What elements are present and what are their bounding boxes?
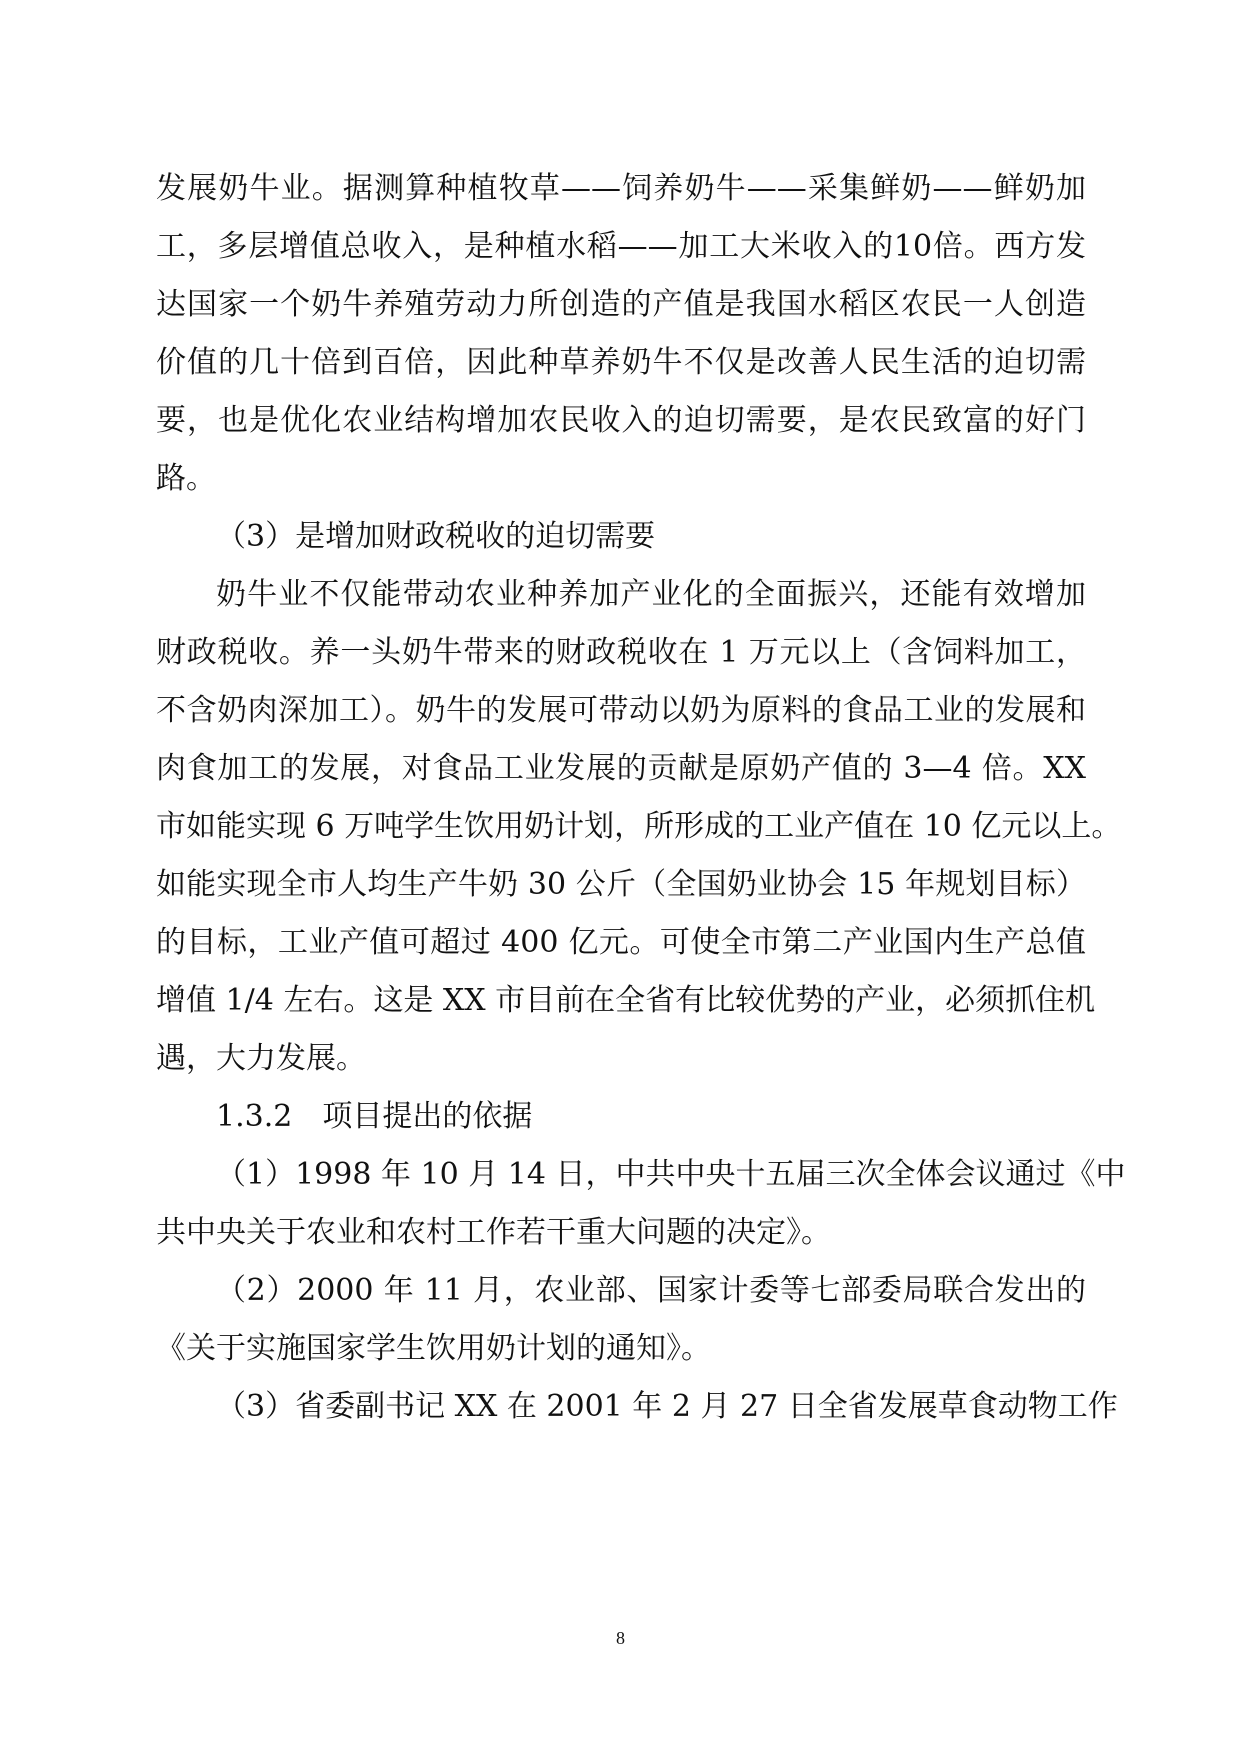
section-heading-3: （3）是增加财政税收的迫切需要 [216, 519, 656, 554]
text-line-14: 的目标，工业产值可超过 400 亿元。可使全市第二产业国内生产总值 [156, 925, 1086, 960]
text-line-20: （2）2000 年 11 月，农业部、国家计委等七部委局联合发出的 [216, 1273, 1086, 1308]
text-line-18: （1）1998 年 10 月 14 日，中共中央十五届三次全体会议通过《中 [216, 1157, 1126, 1192]
text-line-16: 遇，大力发展。 [156, 1041, 366, 1076]
text-line-5: 要，也是优化农业结构增加农民收入的迫切需要，是农民致富的好门 [156, 403, 1086, 438]
text-line-22: （3）省委副书记 XX 在 2001 年 2 月 27 日全省发展草食动物工作 [216, 1389, 1118, 1424]
text-line-15: 增值 1/4 左右。这是 XX 市目前在全省有比较优势的产业，必须抓住机 [156, 983, 1096, 1018]
text-line-13: 如能实现全市人均生产牛奶 30 公斤（全国奶业协会 15 年规划目标） [156, 867, 1086, 902]
text-line-1: 发展奶牛业。据测算种植牧草——饲养奶牛——采集鲜奶——鲜奶加 [156, 171, 1086, 206]
page-number: 8 [616, 1628, 625, 1648]
text-line-12: 市如能实现 6 万吨学生饮用奶计划，所形成的工业产值在 10 亿元以上。 [156, 809, 1122, 844]
text-line-8: 奶牛业不仅能带动农业种养加产业化的全面振兴，还能有效增加 [216, 577, 1086, 612]
text-line-10: 不含奶肉深加工）。奶牛的发展可带动以奶为原料的食品工业的发展和 [156, 693, 1086, 728]
section-heading-1-3-2: 1.3.2 项目提出的依据 [216, 1099, 533, 1134]
text-line-21: 《关于实施国家学生饮用奶计划的通知》。 [156, 1331, 711, 1366]
text-line-9: 财政税收。养一头奶牛带来的财政税收在 1 万元以上（含饲料加工， [156, 635, 1086, 670]
text-line-4: 价值的几十倍到百倍，因此种草养奶牛不仅是改善人民生活的迫切需 [156, 345, 1086, 380]
text-line-19: 共中央关于农业和农村工作若干重大问题的决定》。 [156, 1215, 831, 1250]
text-line-6: 路。 [156, 461, 216, 496]
text-line-11: 肉食加工的发展，对食品工业发展的贡献是原奶产值的 3—4 倍。XX [156, 751, 1086, 786]
text-line-2: 工，多层增值总收入，是种植水稻——加工大米收入的10倍。西方发 [156, 229, 1086, 264]
text-line-3: 达国家一个奶牛养殖劳动力所创造的产值是我国水稻区农民一人创造 [156, 287, 1086, 322]
